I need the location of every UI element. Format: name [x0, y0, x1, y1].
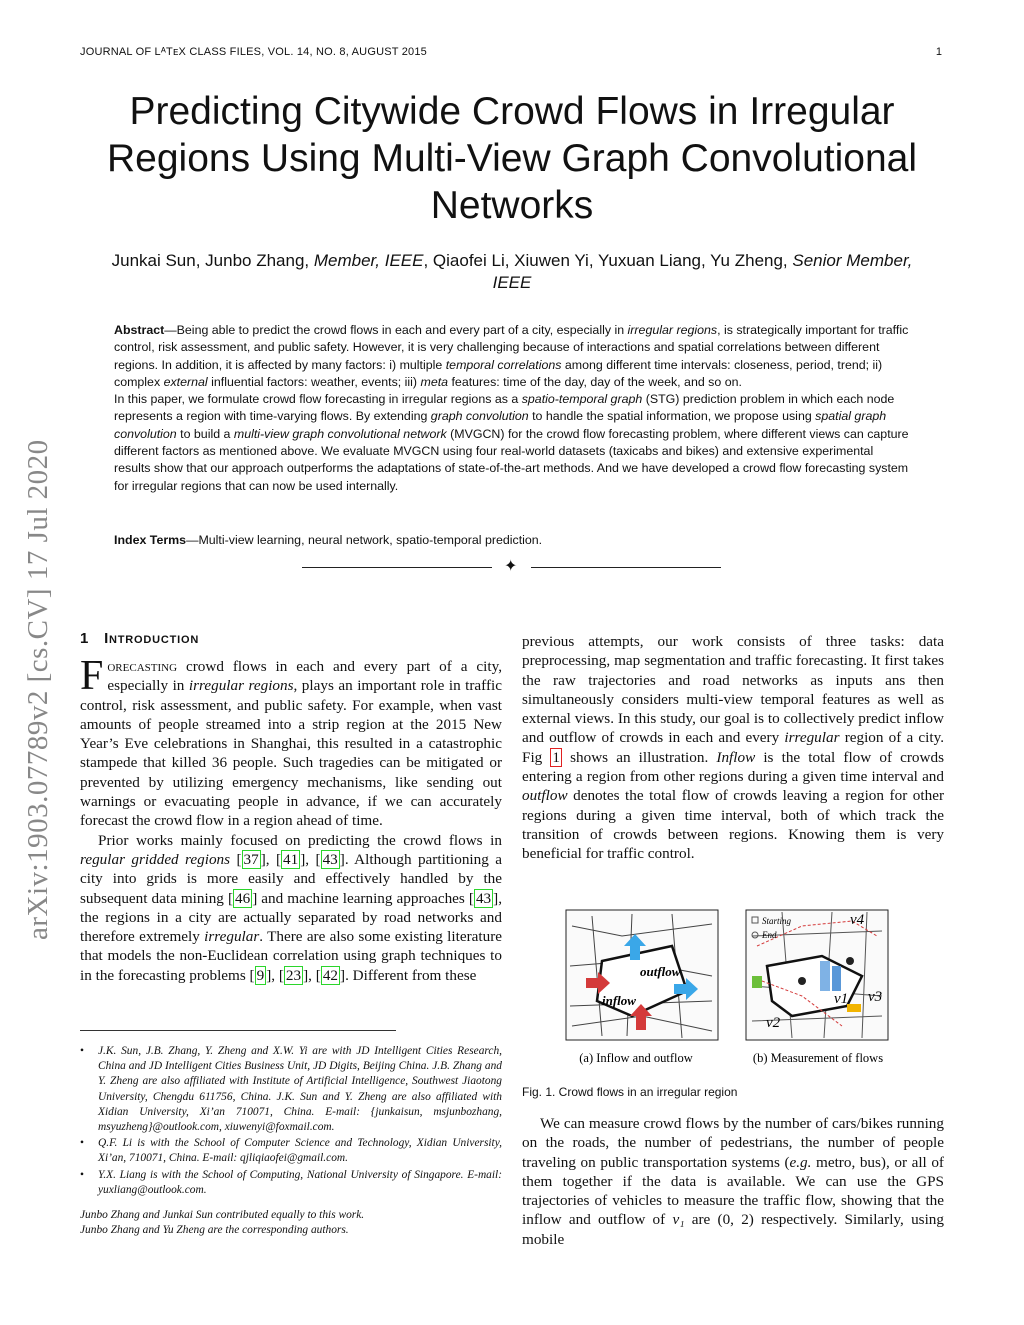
citation-link[interactable]: 46 [235, 889, 251, 907]
running-header: JOURNAL OF LᴬTᴇX CLASS FILES, VOL. 14, NO. 8, AUGUST 2015 [80, 46, 428, 58]
section-title: Introduction [104, 630, 200, 647]
node-label-v4: v4 [850, 912, 865, 928]
index-terms-text: —Multi-view learning, neural network, spatio-temporal prediction. [186, 533, 543, 547]
emphasis: irregular [204, 928, 260, 946]
emphasis: external [163, 374, 208, 389]
author-list [90, 250, 934, 294]
drop-cap: F [80, 653, 104, 699]
right-column [522, 632, 944, 864]
outflow-arrow-icon [630, 946, 640, 960]
text: influential factors: weather, events; iii) [207, 374, 421, 389]
text: to build a [176, 426, 234, 441]
right-column-continued [522, 1114, 944, 1249]
text: (MVGCN) for the crowd flow forecasting problem, where different views can capture different factors as mentioned above. We evaluate MVGCN using four real-world datasets (taxicabs and bikes) and extensive experimental results show that our approach outperforms the adaptations of state-of-the-art methods. And we have developed a crowd flow forecasting system for irregular regions that can now be used internally. [114, 426, 909, 493]
bus-icon [752, 976, 762, 988]
emphasis: spatio-temporal graph [521, 392, 643, 407]
emphasis: irregular regions [188, 677, 294, 695]
citation-link[interactable]: 41 [283, 850, 299, 868]
subcaption-b: (b) Measurement of flows [752, 1051, 884, 1065]
inflow-label: inflow [602, 993, 636, 1008]
text: , the regions in a city are actually separated by road networks and therefore extremely [80, 889, 502, 946]
inflow-arrow-icon [586, 978, 598, 988]
abstract-paragraph-1 [114, 322, 910, 391]
section-number: 1 [80, 630, 90, 647]
text: —Being able to predict the crowd flows in each and every part of a city, especially in [164, 323, 628, 337]
text: crowd flows in each and every part of a city, especially in [107, 658, 502, 695]
footnote-affiliation: • Q.F. Li is with the School of Computer Science and Technology, Xidian University, Xi’an, 710071, China. E-mail: qjliqiaofei@gmail.com. [80, 1136, 502, 1166]
authors-part: , Qiaofei Li, Xiuwen Yi, Yuxuan Liang, Yu Zheng, [423, 251, 793, 270]
emphasis: temporal correlations [445, 357, 562, 372]
author-role: Member, IEEE [313, 251, 424, 270]
separator-diamond-icon: ✦ [504, 558, 518, 575]
note-corresponding-authors: Junbo Zhang and Yu Zheng are the corresponding authors. [80, 1224, 349, 1237]
text: . Different from these [345, 966, 477, 984]
section-heading [80, 630, 502, 647]
footnote-affiliation: • J.K. Sun, J.B. Zhang, Y. Zheng and X.W. Yi are with JD Intelligent Cities Research, China and JD Intelligent Cities Business Unit, JD Digits, Beijing China. J.B. Zhang and Y. Zheng are also affiliated with Institute of Artificial Intelligence, Southwest Jiaotong University, Chengdu 611756, China. J.K. Sun and Y. Zheng are also affiliated with Xidian University, Xi’an 710071, China. E-mail: {junkaisun, msjunbozhang, msyuzheng}@outlook.com, xiuwenyi@foxmail.com. [80, 1044, 502, 1135]
intro-paragraph-2: Prior works mainly focused on predicting the crowd flows in regular gridded regions [ 37 ], [ 41 ], [ 43 ]. Although partitioning a city into grids is more easily and effectively handled by the subsequent data mining [ 46 ] and machine learning approaches [ 43 ], the regions in a city are actually separated by road networks and therefore extremely irregular. There are also some existing literature that models the non-Euclidean correlation using graph techniques to in the forecasting problems [ 9 ], [ 23 ], [ 42 ]. Different from these [80, 831, 502, 984]
outflow-label: outflow [640, 964, 681, 979]
pedestrian-icon [798, 977, 806, 985]
node-label-v1: v1 [834, 991, 849, 1007]
intro-body [80, 653, 502, 985]
footnote-rule [80, 1030, 396, 1031]
text: is the total flow of crowds entering a region from other regions during a given time interval and [522, 748, 944, 786]
note-equal-contribution: Junbo Zhang and Junkai Sun contributed equally to this work. [80, 1209, 365, 1222]
outflow-arrow-icon [674, 984, 686, 994]
footnote-notes [80, 1208, 502, 1238]
pedestrian-icon [846, 957, 854, 965]
figure-ref-link[interactable]: 1 [552, 748, 560, 766]
text: . There are also some existing literature that models the non-Euclidean correlation using graph techniques to in the forecasting problems [80, 928, 502, 984]
right-paragraph-1 [522, 632, 944, 864]
text: denotes the total flow of crowds leaving a region for other regions during a given time interval, both of which track the transition of crowds between regions. Knowing them is very beneficial for traffic control. [522, 787, 944, 863]
citation-link[interactable]: 23 [285, 966, 302, 984]
emphasis: graph convolution [430, 409, 529, 424]
text: Prior works mainly focused on predicting the crowd flows in [98, 831, 502, 849]
legend-starting: Starting [762, 916, 792, 926]
text: metro, bus), or all of them together if the data is available. We can use the GPS trajectories of vehicles to measure the traffic flow, showing that the inflow and outflow of [522, 1153, 944, 1229]
author-role: Senior Member, IEEE [492, 251, 913, 292]
building-icon [832, 966, 841, 991]
car-icon [847, 1004, 861, 1012]
node-label-v2: v2 [766, 1015, 781, 1031]
subcaption-a: (a) Inflow and outflow [579, 1051, 693, 1065]
intro-paragraph-1 [80, 653, 502, 831]
citation-link[interactable]: 43 [322, 850, 338, 868]
text: We can measure crowd flows by the number of cars/bikes running on the roads, the number of pedestrians, the number of people traveling on public transportation systems ( [522, 1115, 944, 1171]
right-paragraph-2 [522, 1114, 944, 1249]
index-terms-label: Index Terms [114, 533, 187, 547]
panel-a-map [566, 910, 718, 1040]
inflow-arrow-icon [636, 1016, 646, 1030]
arxiv-stamp[interactable]: arXiv:1903.07789v2 [cs.CV] 17 Jul 2020 [22, 439, 54, 940]
text: , is strategically important for traffic control, risk assessment, and public safety. However, it is very challenging because of interactions and spatial correlations between different regions. In addition, it is affected by many factors: i) multiple [114, 323, 909, 372]
emphasis: e.g. [789, 1153, 812, 1171]
figure-1 [562, 906, 902, 1066]
text: (STG) prediction problem in which each node represents a region with time-varying flows. By extending [114, 392, 895, 424]
emphasis: outflow [522, 787, 568, 805]
citation-link[interactable]: 37 [243, 850, 259, 868]
footnote-affiliation: • Y.X. Liang is with the School of Computing, National University of Singapore. E-mail: yuxliang@outlook.com. [80, 1168, 502, 1198]
legend-end: End [762, 930, 777, 940]
emphasis: irregular regions [627, 323, 718, 337]
emphasis: multi-view graph convolutional network [233, 426, 447, 441]
footnotes [80, 1044, 502, 1238]
text: previous attempts, our work consists of three tasks: data preprocessing, map segmentation and traffic forecasting. It first takes the raw trajectories and road networks as inputs ans then simultaneously considers multi-view temporal features as well as external views. In this study, our goal is to collectively predict inflow and outflow of crowds in each and every [522, 633, 944, 747]
text: to handle the spatial information, we propose using [528, 409, 816, 424]
separator-rule [302, 567, 492, 568]
text: . Although partitioning a city into grids is more easily and effectively handled by the subsequent data mining [80, 850, 502, 907]
citation-link[interactable]: 42 [322, 966, 339, 984]
text: features: time of the day, day of the week, and so on. [448, 374, 742, 389]
paper-title: Predicting Citywide Crowd Flows in Irregular Regions Using Multi-View Graph Convolutional Networks [106, 90, 917, 227]
citation-link[interactable]: 9 [256, 966, 265, 984]
citation-link[interactable]: 43 [475, 889, 492, 907]
abstract [114, 322, 910, 495]
node-label-v3: v3 [868, 989, 883, 1005]
text: In this paper, we formulate crowd flow forecasting in irregular regions as a [114, 392, 522, 407]
text: among different time intervals: closeness, period, trend; ii) complex [114, 357, 883, 389]
abstract-paragraph-2 [114, 391, 910, 495]
authors-part: Junkai Sun, Junbo Zhang, [111, 251, 314, 270]
text: orecasting [107, 658, 178, 675]
emphasis: irregular [784, 729, 840, 747]
index-terms [114, 532, 910, 549]
text: and machine learning approaches [257, 889, 469, 907]
text: , plays an important role in traffic control, risk assessment, and public safety. For example, when vast amounts of people streamed into a strip region at the 2015 New Year’s Eve celebrations in Shanghai, this resulted in a catastrophic stampede that killed 36 people. Such tragedies can be mitigated or prevented by utilizing emergency mechanisms, like sending out warnings or evacuating people in advance, if we can accurately forecast the crowd flow in a region ahead of time. [80, 677, 502, 830]
panel-b-map [746, 910, 888, 1040]
text: region of a city. Fig [522, 729, 944, 766]
emphasis: spatial graph convolution [114, 409, 887, 441]
abstract-label: Abstract [114, 323, 165, 337]
emphasis: regular gridded regions [80, 850, 231, 868]
left-column [80, 630, 502, 985]
figure-caption: Fig. 1. Crowd flows in an irregular region [522, 1085, 738, 1099]
building-icon [820, 961, 830, 991]
emphasis: meta [420, 374, 449, 389]
page-number: 1 [935, 46, 942, 58]
emphasis: Inflow [716, 748, 756, 766]
text: are (0, 2) respectively. Similarly, using mobile [522, 1211, 944, 1248]
text: shows an illustration. [561, 748, 717, 766]
separator-rule [531, 567, 721, 568]
math-variable: v₁ [672, 1211, 685, 1229]
